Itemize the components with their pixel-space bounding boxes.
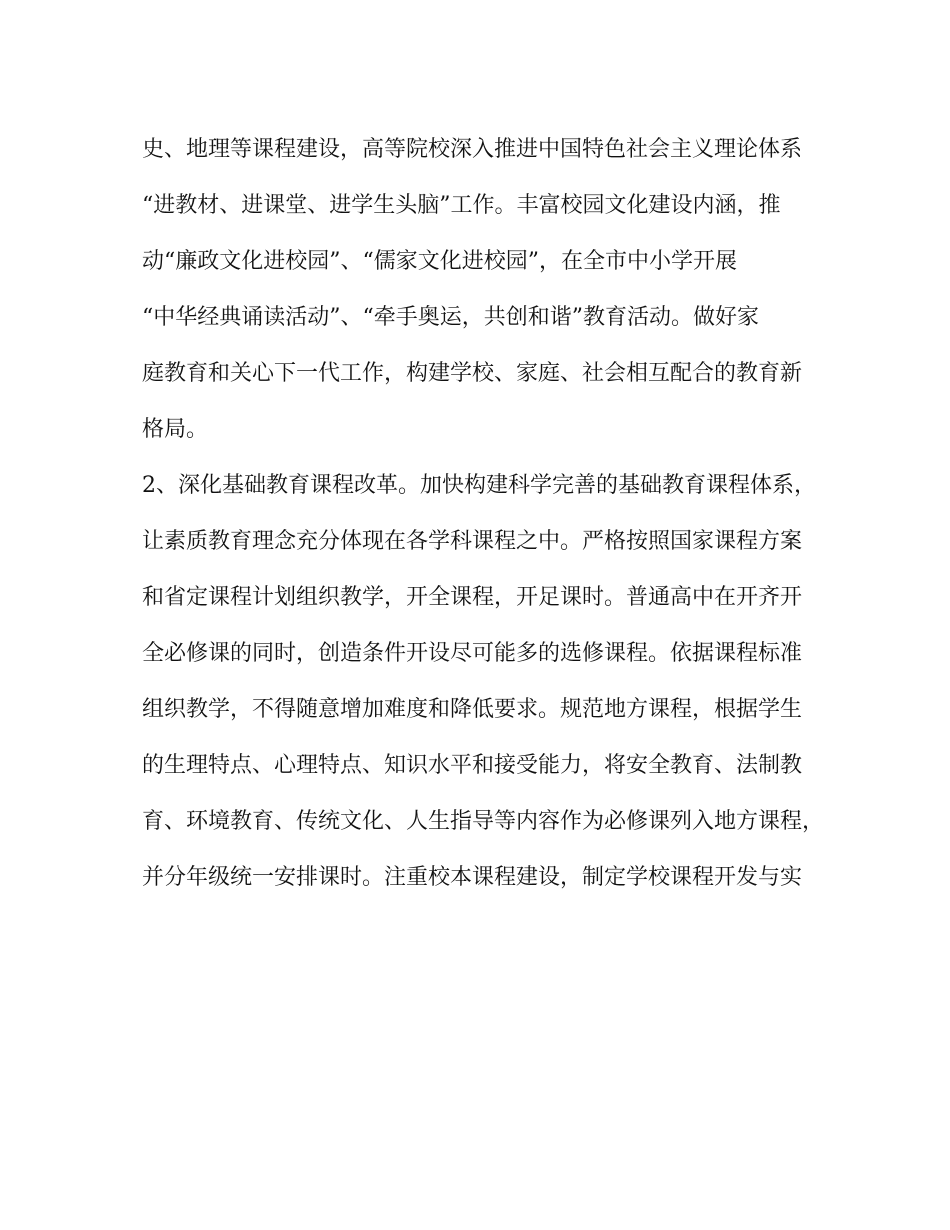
text-line-7: 2、深化基础教育课程改革。加快构建科学完善的基础教育课程体系， — [142, 473, 816, 498]
text-line-14: 并分年级统一安排课时。注重校本课程建设，制定学校课程开发与实 — [142, 865, 803, 890]
text-line-2: “进教材、进课堂、进学生头脑”工作。丰富校园文化建设内涵，推 — [142, 193, 781, 218]
text-line-10: 全必修课的同时，创造条件开设尽可能多的选修课程。依据课程标准 — [142, 641, 803, 666]
text-line-9: 和省定课程计划组织教学，开全课程，开足课时。普通高中在开齐开 — [142, 585, 803, 610]
text-line-12: 的生理特点、心理特点、知识水平和接受能力，将安全教育、法制教 — [142, 753, 803, 778]
text-line-11: 组织教学，不得随意增加难度和降低要求。规范地方课程，根据学生 — [142, 697, 803, 722]
text-line-5: 庭教育和关心下一代工作，构建学校、家庭、社会相互配合的教育新 — [142, 361, 803, 386]
body-text — [142, 122, 825, 906]
text-line-4: “中华经典诵读活动”、“牵手奥运，共创和谐”教育活动。做好家 — [142, 305, 759, 330]
text-line-3: 动“廉政文化进校园”、“儒家文化进校园”，在全市中小学开展 — [142, 249, 737, 274]
text-line-6: 格局。 — [142, 417, 209, 442]
text-line-1: 史、地理等课程建设，高等院校深入推进中国特色社会主义理论体系 — [142, 137, 803, 162]
text-line-13: 育、环境教育、传统文化、人生指导等内容作为必修课列入地方课程， — [142, 809, 825, 834]
text-line-8: 让素质教育理念充分体现在各学科课程之中。严格按照国家课程方案 — [142, 529, 803, 554]
